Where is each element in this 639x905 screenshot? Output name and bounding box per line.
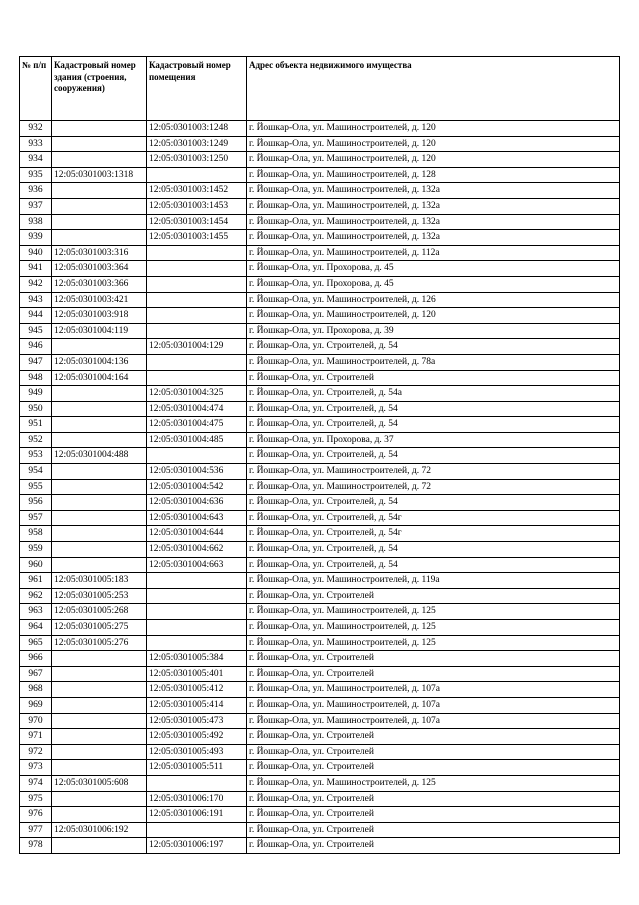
premises-cadastral-cell: 12:05:0301003:1454 — [147, 214, 247, 230]
address-cell: г. Йошкар-Ола, ул. Машиностроителей, д. 120 — [247, 136, 620, 152]
premises-cadastral-cell: 12:05:0301004:485 — [147, 432, 247, 448]
building-cadastral-cell: 12:05:0301003:1318 — [52, 167, 147, 183]
address-cell: г. Йошкар-Ола, ул. Строителей — [247, 729, 620, 745]
address-cell: г. Йошкар-Ола, ул. Строителей, д. 54г — [247, 526, 620, 542]
row-number-cell: 965 — [20, 635, 52, 651]
table-row — [20, 464, 620, 480]
building-cadastral-cell — [52, 760, 147, 776]
header-premises-cadastral-number: Кадастровый номер помещения — [147, 57, 247, 121]
table-row — [20, 261, 620, 277]
premises-cadastral-cell: 12:05:0301004:662 — [147, 542, 247, 558]
premises-cadastral-cell: 12:05:0301006:197 — [147, 838, 247, 854]
address-cell: г. Йошкар-Ола, ул. Прохорова, д. 39 — [247, 323, 620, 339]
row-number-cell: 946 — [20, 339, 52, 355]
address-cell: г. Йошкар-Ола, ул. Прохорова, д. 45 — [247, 261, 620, 277]
header-building-cadastral-number: Кадастровый номер здания (строения, сооружения) — [52, 57, 147, 121]
building-cadastral-cell: 12:05:0301005:183 — [52, 573, 147, 589]
premises-cadastral-cell — [147, 635, 247, 651]
row-number-cell: 972 — [20, 744, 52, 760]
address-cell: г. Йошкар-Ола, ул. Машиностроителей, д. 78а — [247, 354, 620, 370]
row-number-cell: 975 — [20, 791, 52, 807]
row-number-cell: 944 — [20, 308, 52, 324]
table-row — [20, 308, 620, 324]
row-number-cell: 935 — [20, 167, 52, 183]
address-cell: г. Йошкар-Ола, ул. Строителей — [247, 838, 620, 854]
address-cell: г. Йошкар-Ола, ул. Машиностроителей, д. 120 — [247, 152, 620, 168]
premises-cadastral-cell: 12:05:0301006:191 — [147, 807, 247, 823]
building-cadastral-cell — [52, 136, 147, 152]
table-row — [20, 354, 620, 370]
row-number-cell: 969 — [20, 697, 52, 713]
row-number-cell: 951 — [20, 417, 52, 433]
table-row — [20, 838, 620, 854]
premises-cadastral-cell: 12:05:0301005:493 — [147, 744, 247, 760]
premises-cadastral-cell: 12:05:0301005:492 — [147, 729, 247, 745]
premises-cadastral-cell — [147, 167, 247, 183]
table-row — [20, 807, 620, 823]
address-cell: г. Йошкар-Ола, ул. Строителей — [247, 822, 620, 838]
row-number-cell: 936 — [20, 183, 52, 199]
table-row — [20, 183, 620, 199]
table-row — [20, 542, 620, 558]
address-cell: г. Йошкар-Ола, ул. Строителей, д. 54г — [247, 510, 620, 526]
table-row — [20, 448, 620, 464]
address-cell: г. Йошкар-Ола, ул. Строителей, д. 54 — [247, 495, 620, 511]
table-row — [20, 697, 620, 713]
building-cadastral-cell — [52, 214, 147, 230]
address-cell: г. Йошкар-Ола, ул. Строителей, д. 54 — [247, 557, 620, 573]
row-number-cell: 962 — [20, 588, 52, 604]
row-number-cell: 978 — [20, 838, 52, 854]
building-cadastral-cell — [52, 557, 147, 573]
premises-cadastral-cell: 12:05:0301005:412 — [147, 682, 247, 698]
premises-cadastral-cell: 12:05:0301004:636 — [147, 495, 247, 511]
address-cell: г. Йошкар-Ола, ул. Машиностроителей, д. 107а — [247, 713, 620, 729]
table-row — [20, 635, 620, 651]
premises-cadastral-cell: 12:05:0301003:1455 — [147, 230, 247, 246]
address-cell: г. Йошкар-Ола, ул. Строителей — [247, 791, 620, 807]
cadastral-registry-table — [19, 56, 620, 854]
building-cadastral-cell — [52, 464, 147, 480]
row-number-cell: 948 — [20, 370, 52, 386]
table-row — [20, 401, 620, 417]
row-number-cell: 973 — [20, 760, 52, 776]
table-row — [20, 526, 620, 542]
building-cadastral-cell — [52, 152, 147, 168]
table-row — [20, 822, 620, 838]
address-cell: г. Йошкар-Ола, ул. Машиностроителей, д. 132а — [247, 198, 620, 214]
header-property-address: Адрес объекта недвижимого имущества — [247, 57, 620, 121]
address-cell: г. Йошкар-Ола, ул. Машиностроителей, д. 132а — [247, 214, 620, 230]
building-cadastral-cell: 12:05:0301003:364 — [52, 261, 147, 277]
address-cell: г. Йошкар-Ола, ул. Машиностроителей, д. 120 — [247, 121, 620, 137]
premises-cadastral-cell: 12:05:0301005:473 — [147, 713, 247, 729]
premises-cadastral-cell: 12:05:0301004:542 — [147, 479, 247, 495]
building-cadastral-cell — [52, 495, 147, 511]
table-header — [20, 57, 620, 121]
address-cell: г. Йошкар-Ола, ул. Строителей — [247, 666, 620, 682]
address-cell: г. Йошкар-Ола, ул. Машиностроителей, д. 132а — [247, 183, 620, 199]
row-number-cell: 976 — [20, 807, 52, 823]
building-cadastral-cell: 12:05:0301005:608 — [52, 775, 147, 791]
header-row — [20, 57, 620, 121]
building-cadastral-cell: 12:05:0301005:275 — [52, 620, 147, 636]
row-number-cell: 937 — [20, 198, 52, 214]
table-row — [20, 230, 620, 246]
table-row — [20, 245, 620, 261]
premises-cadastral-cell: 12:05:0301003:1452 — [147, 183, 247, 199]
table-row — [20, 432, 620, 448]
row-number-cell: 974 — [20, 775, 52, 791]
table-row — [20, 479, 620, 495]
row-number-cell: 956 — [20, 495, 52, 511]
building-cadastral-cell — [52, 198, 147, 214]
building-cadastral-cell: 12:05:0301003:421 — [52, 292, 147, 308]
table-row — [20, 729, 620, 745]
premises-cadastral-cell: 12:05:0301005:414 — [147, 697, 247, 713]
building-cadastral-cell — [52, 386, 147, 402]
row-number-cell: 934 — [20, 152, 52, 168]
table-row — [20, 557, 620, 573]
building-cadastral-cell — [52, 339, 147, 355]
premises-cadastral-cell — [147, 448, 247, 464]
table-row — [20, 760, 620, 776]
premises-cadastral-cell — [147, 261, 247, 277]
building-cadastral-cell: 12:05:0301005:276 — [52, 635, 147, 651]
building-cadastral-cell — [52, 651, 147, 667]
row-number-cell: 958 — [20, 526, 52, 542]
table-row — [20, 152, 620, 168]
building-cadastral-cell — [52, 121, 147, 137]
address-cell: г. Йошкар-Ола, ул. Машиностроителей, д. 125 — [247, 775, 620, 791]
building-cadastral-cell — [52, 682, 147, 698]
building-cadastral-cell — [52, 729, 147, 745]
premises-cadastral-cell — [147, 822, 247, 838]
address-cell: г. Йошкар-Ола, ул. Строителей, д. 54 — [247, 417, 620, 433]
premises-cadastral-cell: 12:05:0301005:511 — [147, 760, 247, 776]
building-cadastral-cell — [52, 807, 147, 823]
table-row — [20, 791, 620, 807]
address-cell: г. Йошкар-Ола, ул. Машиностроителей, д. 72 — [247, 464, 620, 480]
table-row — [20, 775, 620, 791]
premises-cadastral-cell — [147, 323, 247, 339]
table-row — [20, 495, 620, 511]
address-cell: г. Йошкар-Ола, ул. Машиностроителей, д. 107а — [247, 697, 620, 713]
premises-cadastral-cell: 12:05:0301004:474 — [147, 401, 247, 417]
premises-cadastral-cell — [147, 588, 247, 604]
table-row — [20, 713, 620, 729]
building-cadastral-cell: 12:05:0301006:192 — [52, 822, 147, 838]
row-number-cell: 940 — [20, 245, 52, 261]
row-number-cell: 942 — [20, 276, 52, 292]
premises-cadastral-cell: 12:05:0301005:384 — [147, 651, 247, 667]
building-cadastral-cell — [52, 230, 147, 246]
table-row — [20, 386, 620, 402]
premises-cadastral-cell — [147, 370, 247, 386]
table-row — [20, 744, 620, 760]
building-cadastral-cell: 12:05:0301004:164 — [52, 370, 147, 386]
building-cadastral-cell: 12:05:0301004:136 — [52, 354, 147, 370]
building-cadastral-cell — [52, 479, 147, 495]
row-number-cell: 932 — [20, 121, 52, 137]
building-cadastral-cell: 12:05:0301004:119 — [52, 323, 147, 339]
table-row — [20, 339, 620, 355]
premises-cadastral-cell: 12:05:0301004:325 — [147, 386, 247, 402]
row-number-cell: 953 — [20, 448, 52, 464]
row-number-cell: 954 — [20, 464, 52, 480]
building-cadastral-cell: 12:05:0301003:316 — [52, 245, 147, 261]
row-number-cell: 941 — [20, 261, 52, 277]
address-cell: г. Йошкар-Ола, ул. Прохорова, д. 37 — [247, 432, 620, 448]
address-cell: г. Йошкар-Ола, ул. Машиностроителей, д. 125 — [247, 620, 620, 636]
building-cadastral-cell — [52, 401, 147, 417]
table-row — [20, 588, 620, 604]
address-cell: г. Йошкар-Ола, ул. Строителей, д. 54а — [247, 386, 620, 402]
premises-cadastral-cell: 12:05:0301004:536 — [147, 464, 247, 480]
table-row — [20, 323, 620, 339]
address-cell: г. Йошкар-Ола, ул. Машиностроителей, д. 72 — [247, 479, 620, 495]
building-cadastral-cell — [52, 542, 147, 558]
row-number-cell: 949 — [20, 386, 52, 402]
row-number-cell: 968 — [20, 682, 52, 698]
address-cell: г. Йошкар-Ола, ул. Строителей, д. 54 — [247, 542, 620, 558]
building-cadastral-cell: 12:05:0301005:253 — [52, 588, 147, 604]
row-number-cell: 960 — [20, 557, 52, 573]
premises-cadastral-cell: 12:05:0301005:401 — [147, 666, 247, 682]
premises-cadastral-cell — [147, 292, 247, 308]
row-number-cell: 964 — [20, 620, 52, 636]
table-row — [20, 651, 620, 667]
building-cadastral-cell: 12:05:0301003:918 — [52, 308, 147, 324]
address-cell: г. Йошкар-Ола, ул. Строителей — [247, 588, 620, 604]
row-number-cell: 963 — [20, 604, 52, 620]
premises-cadastral-cell — [147, 775, 247, 791]
building-cadastral-cell — [52, 713, 147, 729]
address-cell: г. Йошкар-Ола, ул. Строителей, д. 54 — [247, 448, 620, 464]
row-number-cell: 959 — [20, 542, 52, 558]
address-cell: г. Йошкар-Ола, ул. Строителей — [247, 760, 620, 776]
premises-cadastral-cell — [147, 245, 247, 261]
address-cell: г. Йошкар-Ола, ул. Машиностроителей, д. 112а — [247, 245, 620, 261]
premises-cadastral-cell — [147, 276, 247, 292]
row-number-cell: 957 — [20, 510, 52, 526]
premises-cadastral-cell — [147, 573, 247, 589]
table-row — [20, 682, 620, 698]
premises-cadastral-cell — [147, 604, 247, 620]
row-number-cell: 943 — [20, 292, 52, 308]
row-number-cell: 938 — [20, 214, 52, 230]
building-cadastral-cell: 12:05:0301005:268 — [52, 604, 147, 620]
table-row — [20, 276, 620, 292]
building-cadastral-cell — [52, 666, 147, 682]
row-number-cell: 955 — [20, 479, 52, 495]
row-number-cell: 966 — [20, 651, 52, 667]
address-cell: г. Йошкар-Ола, ул. Строителей, д. 54 — [247, 401, 620, 417]
building-cadastral-cell — [52, 526, 147, 542]
table-row — [20, 198, 620, 214]
address-cell: г. Йошкар-Ола, ул. Машиностроителей, д. 119а — [247, 573, 620, 589]
premises-cadastral-cell: 12:05:0301004:643 — [147, 510, 247, 526]
row-number-cell: 947 — [20, 354, 52, 370]
address-cell: г. Йошкар-Ола, ул. Строителей — [247, 370, 620, 386]
table-row — [20, 292, 620, 308]
table-body — [20, 121, 620, 854]
address-cell: г. Йошкар-Ола, ул. Машиностроителей, д. 107а — [247, 682, 620, 698]
building-cadastral-cell — [52, 791, 147, 807]
row-number-cell: 977 — [20, 822, 52, 838]
table-row — [20, 604, 620, 620]
premises-cadastral-cell: 12:05:0301003:1249 — [147, 136, 247, 152]
building-cadastral-cell — [52, 510, 147, 526]
building-cadastral-cell — [52, 697, 147, 713]
premises-cadastral-cell: 12:05:0301003:1248 — [147, 121, 247, 137]
address-cell: г. Йошкар-Ола, ул. Строителей — [247, 651, 620, 667]
building-cadastral-cell — [52, 183, 147, 199]
row-number-cell: 970 — [20, 713, 52, 729]
table-row — [20, 666, 620, 682]
address-cell: г. Йошкар-Ола, ул. Машиностроителей, д. 120 — [247, 308, 620, 324]
row-number-cell: 950 — [20, 401, 52, 417]
address-cell: г. Йошкар-Ола, ул. Машиностроителей, д. 125 — [247, 604, 620, 620]
premises-cadastral-cell: 12:05:0301003:1453 — [147, 198, 247, 214]
building-cadastral-cell — [52, 744, 147, 760]
address-cell: г. Йошкар-Ола, ул. Прохорова, д. 45 — [247, 276, 620, 292]
premises-cadastral-cell: 12:05:0301004:644 — [147, 526, 247, 542]
premises-cadastral-cell: 12:05:0301004:663 — [147, 557, 247, 573]
row-number-cell: 952 — [20, 432, 52, 448]
table-row — [20, 167, 620, 183]
address-cell: г. Йошкар-Ола, ул. Машиностроителей, д. 125 — [247, 635, 620, 651]
premises-cadastral-cell: 12:05:0301006:170 — [147, 791, 247, 807]
header-row-number: № п/п — [20, 57, 52, 121]
building-cadastral-cell: 12:05:0301004:488 — [52, 448, 147, 464]
address-cell: г. Йошкар-Ола, ул. Строителей — [247, 744, 620, 760]
row-number-cell: 967 — [20, 666, 52, 682]
table-row — [20, 573, 620, 589]
building-cadastral-cell: 12:05:0301003:366 — [52, 276, 147, 292]
table-row — [20, 510, 620, 526]
building-cadastral-cell — [52, 417, 147, 433]
address-cell: г. Йошкар-Ола, ул. Машиностроителей, д. 128 — [247, 167, 620, 183]
building-cadastral-cell — [52, 838, 147, 854]
premises-cadastral-cell: 12:05:0301004:129 — [147, 339, 247, 355]
premises-cadastral-cell: 12:05:0301003:1250 — [147, 152, 247, 168]
table-row — [20, 136, 620, 152]
table-row — [20, 417, 620, 433]
premises-cadastral-cell — [147, 354, 247, 370]
row-number-cell: 971 — [20, 729, 52, 745]
address-cell: г. Йошкар-Ола, ул. Строителей, д. 54 — [247, 339, 620, 355]
row-number-cell: 945 — [20, 323, 52, 339]
premises-cadastral-cell — [147, 620, 247, 636]
address-cell: г. Йошкар-Ола, ул. Машиностроителей, д. 132а — [247, 230, 620, 246]
row-number-cell: 939 — [20, 230, 52, 246]
premises-cadastral-cell: 12:05:0301004:475 — [147, 417, 247, 433]
row-number-cell: 961 — [20, 573, 52, 589]
row-number-cell: 933 — [20, 136, 52, 152]
address-cell: г. Йошкар-Ола, ул. Машиностроителей, д. 126 — [247, 292, 620, 308]
building-cadastral-cell — [52, 432, 147, 448]
table-row — [20, 214, 620, 230]
table-row — [20, 370, 620, 386]
table-row — [20, 121, 620, 137]
premises-cadastral-cell — [147, 308, 247, 324]
address-cell: г. Йошкар-Ола, ул. Строителей — [247, 807, 620, 823]
table-row — [20, 620, 620, 636]
